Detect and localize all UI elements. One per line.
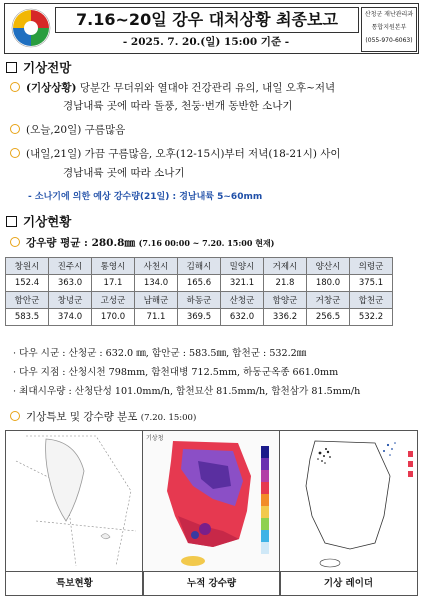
contact-box [361, 7, 417, 52]
rainfall-table [5, 257, 393, 326]
table-cell: 하동군 [178, 292, 221, 309]
note-heavy-counties: · 다우 시군 : 산청군 : 632.0 ㎜, 함안군 : 583.5㎜, 합천군 : 532.2㎜ [13, 348, 307, 359]
caption-rainfall: 누적 강수량 [142, 571, 281, 596]
radar-map [279, 430, 418, 572]
section-forecast-heading: 기상전망 [6, 58, 71, 76]
table-cell: 170.0 [92, 309, 135, 326]
ring-bullet-icon [10, 148, 20, 158]
table-cell: 369.5 [178, 309, 221, 326]
warning-map [5, 430, 144, 572]
table-cell: 256.5 [307, 309, 350, 326]
table-cell: 165.6 [178, 275, 221, 292]
table-cell: 375.1 [350, 275, 393, 292]
caption-warning: 특보현황 [5, 571, 144, 596]
table-cell: 양산시 [307, 258, 350, 275]
table-cell: 함양군 [264, 292, 307, 309]
contact-dept: 산청군 재난관리과 [364, 11, 414, 18]
contact-unit: 통합지원본부 [371, 24, 407, 31]
ring-bullet-icon [10, 82, 20, 92]
ring-bullet-icon [10, 124, 20, 134]
forecast-item-cont: 경남내륙 곳에 따라 소나기 [63, 167, 185, 179]
ring-bullet-icon [10, 237, 20, 247]
forecast-item: (기상상황) 당분간 무더위와 열대야 건강관리 유의, 내일 오후~저녁 [10, 80, 335, 95]
table-cell: 통영시 [92, 258, 135, 275]
note-max-hourly: · 최대시우량 : 산청단성 101.0mm/h, 합천묘산 81.5mm/h, 합천삼가 81.5mm/h [13, 386, 361, 397]
ring-bullet-icon [10, 411, 20, 421]
table-cell: 374.0 [49, 309, 92, 326]
table-cell: 583.5 [6, 309, 49, 326]
forecast-item-cont: 경남내륙 곳에 따라 돌풍, 천둥·번개 동반한 소나기 [63, 100, 293, 112]
table-cell: 거창군 [307, 292, 350, 309]
table-row [6, 275, 393, 292]
table-cell: 532.2 [350, 309, 393, 326]
table-cell: 의령군 [350, 258, 393, 275]
table-cell: 71.1 [135, 309, 178, 326]
table-cell: 산청군 [221, 292, 264, 309]
table-cell: 21.8 [264, 275, 307, 292]
county-logo [11, 8, 51, 48]
table-cell: 창녕군 [49, 292, 92, 309]
table-header-row [6, 258, 393, 275]
table-cell: 창원시 [6, 258, 49, 275]
table-header-row [6, 292, 393, 309]
table-cell: 합천군 [350, 292, 393, 309]
table-cell: 632.0 [221, 309, 264, 326]
table-cell: 152.4 [6, 275, 49, 292]
rain-average: 강우량 평균 : 280.8㎜ (7.16 00:00 ~ 7.20. 15:00 현재) [10, 235, 274, 250]
section-status-heading: 기상현황 [6, 212, 71, 230]
table-cell: 180.0 [307, 275, 350, 292]
table-cell: 진주시 [49, 258, 92, 275]
table-cell: 남해군 [135, 292, 178, 309]
table-cell: 134.0 [135, 275, 178, 292]
report-date: - 2025. 7. 20.(일) 15:00 기준 - [122, 36, 290, 48]
table-cell: 사천시 [135, 258, 178, 275]
table-cell: 고성군 [92, 292, 135, 309]
note-heavy-stations: · 다우 지점 : 산청시천 798mm, 함천대병 712.5mm, 하동군옥종 661.0mm [13, 367, 339, 378]
rainfall-legend-bar [261, 446, 269, 554]
legend-header: 기상청 [146, 435, 164, 442]
table-cell: 321.1 [221, 275, 264, 292]
table-cell: 밀양시 [221, 258, 264, 275]
report-header [4, 3, 419, 54]
table-cell: 336.2 [264, 309, 307, 326]
table-row [6, 309, 393, 326]
expected-rainfall: - 소나기에 의한 예상 강수량(21일) : 경남내륙 5~60mm [28, 192, 263, 202]
report-title: 7.16~20일 강우 대처상황 최종보고 [55, 7, 359, 33]
table-cell: 거제시 [264, 258, 307, 275]
table-cell: 김해시 [178, 258, 221, 275]
table-cell: 17.1 [92, 275, 135, 292]
contact-phone: (055-970-6063) [365, 37, 413, 44]
table-cell: 함안군 [6, 292, 49, 309]
caption-radar: 기상 레이더 [279, 571, 418, 596]
maps-heading: 기상특보 및 강수량 분포 (7.20. 15:00) [10, 409, 196, 424]
checkbox-square-icon [6, 216, 17, 227]
checkbox-square-icon [6, 62, 17, 73]
forecast-item: (오늘,20일) 구름많음 [10, 122, 125, 137]
table-cell: 363.0 [49, 275, 92, 292]
forecast-item: (내일,21일) 가끔 구름많음, 오후(12-15시)부터 저녁(18-21시) 사이 [10, 146, 341, 161]
rainfall-map [142, 430, 281, 572]
